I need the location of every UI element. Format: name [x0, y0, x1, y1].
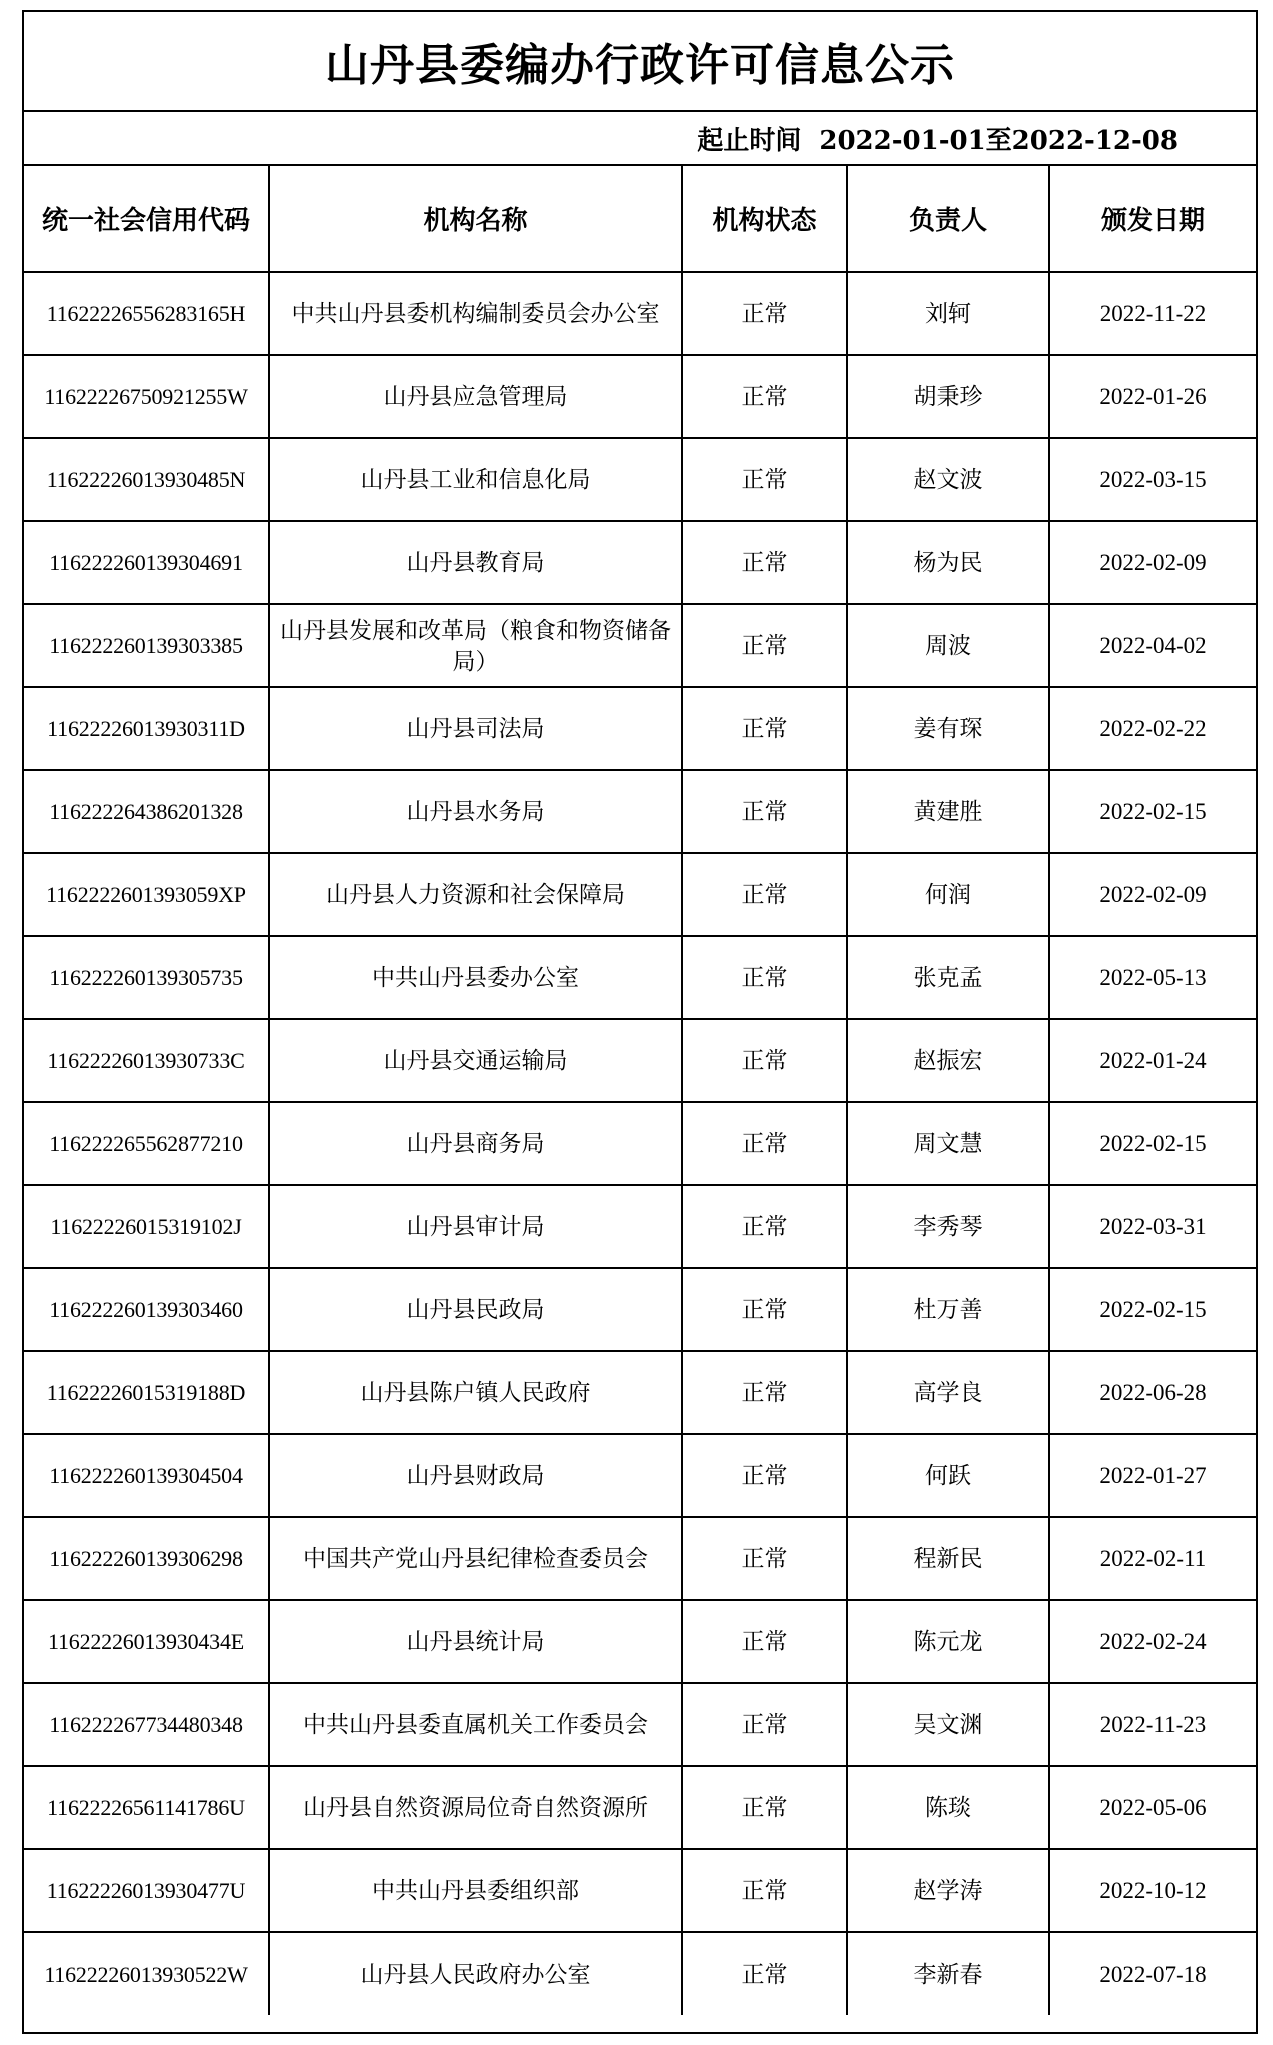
cell-credit-code: 116222264386201328 — [24, 770, 269, 853]
cell-issue-date: 2022-02-09 — [1049, 853, 1256, 936]
table-header-row — [24, 166, 1256, 272]
table-row — [24, 1517, 1256, 1600]
cell-credit-code: 11622226013930485N — [24, 438, 269, 521]
cell-org-name: 山丹县民政局 — [269, 1268, 682, 1351]
table-row — [24, 604, 1256, 687]
cell-org-name: 山丹县商务局 — [269, 1102, 682, 1185]
table-row — [24, 1849, 1256, 1932]
header-person-in-charge: 负责人 — [847, 166, 1049, 272]
cell-issue-date: 2022-04-02 — [1049, 604, 1256, 687]
cell-person-in-charge: 周文慧 — [847, 1102, 1049, 1185]
cell-issue-date: 2022-02-15 — [1049, 1102, 1256, 1185]
cell-credit-code: 116222267734480348 — [24, 1683, 269, 1766]
cell-issue-date: 2022-05-13 — [1049, 936, 1256, 1019]
cell-issue-date: 2022-02-15 — [1049, 1268, 1256, 1351]
cell-issue-date: 2022-01-26 — [1049, 355, 1256, 438]
cell-org-name: 山丹县水务局 — [269, 770, 682, 853]
cell-person-in-charge: 胡秉珍 — [847, 355, 1049, 438]
cell-org-name: 山丹县发展和改革局（粮食和物资储备局） — [269, 604, 682, 687]
disclosure-sheet — [22, 10, 1258, 2034]
cell-person-in-charge: 吴文渊 — [847, 1683, 1049, 1766]
cell-issue-date: 2022-02-11 — [1049, 1517, 1256, 1600]
header-credit-code: 统一社会信用代码 — [24, 166, 269, 272]
cell-org-name: 山丹县教育局 — [269, 521, 682, 604]
cell-org-status: 正常 — [682, 1849, 847, 1932]
cell-org-name: 山丹县人力资源和社会保障局 — [269, 853, 682, 936]
page-title: 山丹县委编办行政许可信息公示 — [24, 12, 1256, 112]
cell-credit-code: 116222265562877210 — [24, 1102, 269, 1185]
header-issue-date: 颁发日期 — [1049, 166, 1256, 272]
cell-issue-date: 2022-01-24 — [1049, 1019, 1256, 1102]
table-row — [24, 1683, 1256, 1766]
table-row — [24, 1434, 1256, 1517]
cell-credit-code: 11622226013930522W — [24, 1932, 269, 2015]
cell-person-in-charge: 刘轲 — [847, 272, 1049, 355]
cell-issue-date: 2022-11-23 — [1049, 1683, 1256, 1766]
cell-org-name: 山丹县交通运输局 — [269, 1019, 682, 1102]
cell-org-status: 正常 — [682, 687, 847, 770]
cell-org-status: 正常 — [682, 355, 847, 438]
cell-issue-date: 2022-03-15 — [1049, 438, 1256, 521]
cell-credit-code: 116222260139304691 — [24, 521, 269, 604]
cell-org-name: 山丹县人民政府办公室 — [269, 1932, 682, 2015]
cell-credit-code: 116222260139303460 — [24, 1268, 269, 1351]
table-row — [24, 853, 1256, 936]
header-org-name: 机构名称 — [269, 166, 682, 272]
table-row — [24, 687, 1256, 770]
cell-org-status: 正常 — [682, 1766, 847, 1849]
cell-issue-date: 2022-02-15 — [1049, 770, 1256, 853]
cell-org-status: 正常 — [682, 1600, 847, 1683]
cell-org-status: 正常 — [682, 1102, 847, 1185]
cell-issue-date: 2022-03-31 — [1049, 1185, 1256, 1268]
cell-credit-code: 11622226013930477U — [24, 1849, 269, 1932]
cell-person-in-charge: 李秀琴 — [847, 1185, 1049, 1268]
table-row — [24, 1185, 1256, 1268]
cell-person-in-charge: 杨为民 — [847, 521, 1049, 604]
cell-org-status: 正常 — [682, 1932, 847, 2015]
cell-org-status: 正常 — [682, 936, 847, 1019]
cell-org-status: 正常 — [682, 853, 847, 936]
cell-credit-code: 11622226013930311D — [24, 687, 269, 770]
cell-issue-date: 2022-07-18 — [1049, 1932, 1256, 2015]
cell-org-name: 山丹县司法局 — [269, 687, 682, 770]
table-row — [24, 1268, 1256, 1351]
cell-org-name: 山丹县统计局 — [269, 1600, 682, 1683]
table-row — [24, 272, 1256, 355]
cell-org-status: 正常 — [682, 1185, 847, 1268]
cell-issue-date: 2022-01-27 — [1049, 1434, 1256, 1517]
cell-issue-date: 2022-06-28 — [1049, 1351, 1256, 1434]
table-row — [24, 355, 1256, 438]
cell-issue-date: 2022-10-12 — [1049, 1849, 1256, 1932]
cell-person-in-charge: 杜万善 — [847, 1268, 1049, 1351]
cell-credit-code: 11622226015319102J — [24, 1185, 269, 1268]
cell-credit-code: 11622226750921255W — [24, 355, 269, 438]
cell-person-in-charge: 何跃 — [847, 1434, 1049, 1517]
cell-org-status: 正常 — [682, 604, 847, 687]
cell-org-name: 山丹县陈户镇人民政府 — [269, 1351, 682, 1434]
cell-credit-code: 11622226561141786U — [24, 1766, 269, 1849]
date-range-label: 起止时间 — [697, 125, 802, 156]
cell-org-status: 正常 — [682, 272, 847, 355]
table-row — [24, 1351, 1256, 1434]
cell-issue-date: 2022-05-06 — [1049, 1766, 1256, 1849]
cell-credit-code: 11622226013930733C — [24, 1019, 269, 1102]
table-row — [24, 1102, 1256, 1185]
table-row — [24, 770, 1256, 853]
cell-person-in-charge: 高学良 — [847, 1351, 1049, 1434]
cell-credit-code: 1162222601393059XP — [24, 853, 269, 936]
cell-org-name: 中共山丹县委办公室 — [269, 936, 682, 1019]
cell-issue-date: 2022-02-09 — [1049, 521, 1256, 604]
date-range-value: 2022-01-01至2022-12-08 — [819, 125, 1178, 156]
table-row — [24, 1019, 1256, 1102]
cell-issue-date: 2022-02-24 — [1049, 1600, 1256, 1683]
date-range — [24, 112, 1256, 166]
table-row — [24, 936, 1256, 1019]
cell-org-status: 正常 — [682, 1351, 847, 1434]
header-org-status: 机构状态 — [682, 166, 847, 272]
cell-person-in-charge: 陈琰 — [847, 1766, 1049, 1849]
cell-person-in-charge: 赵文波 — [847, 438, 1049, 521]
cell-org-status: 正常 — [682, 1517, 847, 1600]
cell-person-in-charge: 何润 — [847, 853, 1049, 936]
cell-credit-code: 11622226556283165H — [24, 272, 269, 355]
table-row — [24, 1600, 1256, 1683]
table-row — [24, 1766, 1256, 1849]
license-table — [24, 166, 1256, 2015]
cell-credit-code: 11622226013930434E — [24, 1600, 269, 1683]
cell-issue-date: 2022-02-22 — [1049, 687, 1256, 770]
cell-org-status: 正常 — [682, 1683, 847, 1766]
cell-person-in-charge: 李新春 — [847, 1932, 1049, 2015]
cell-org-name: 中共山丹县委直属机关工作委员会 — [269, 1683, 682, 1766]
cell-org-status: 正常 — [682, 1434, 847, 1517]
cell-org-name: 山丹县应急管理局 — [269, 355, 682, 438]
cell-issue-date: 2022-11-22 — [1049, 272, 1256, 355]
cell-org-status: 正常 — [682, 1019, 847, 1102]
cell-org-name: 山丹县工业和信息化局 — [269, 438, 682, 521]
cell-person-in-charge: 周波 — [847, 604, 1049, 687]
cell-person-in-charge: 黄建胜 — [847, 770, 1049, 853]
cell-person-in-charge: 赵学涛 — [847, 1849, 1049, 1932]
cell-credit-code: 11622226015319188D — [24, 1351, 269, 1434]
table-row — [24, 1932, 1256, 2015]
cell-org-status: 正常 — [682, 521, 847, 604]
cell-org-name: 山丹县自然资源局位奇自然资源所 — [269, 1766, 682, 1849]
cell-org-name: 中共山丹县委机构编制委员会办公室 — [269, 272, 682, 355]
table-row — [24, 438, 1256, 521]
cell-credit-code: 116222260139304504 — [24, 1434, 269, 1517]
cell-org-name: 中共山丹县委组织部 — [269, 1849, 682, 1932]
cell-org-status: 正常 — [682, 438, 847, 521]
cell-org-status: 正常 — [682, 1268, 847, 1351]
cell-person-in-charge: 姜有琛 — [847, 687, 1049, 770]
table-row — [24, 521, 1256, 604]
cell-person-in-charge: 张克孟 — [847, 936, 1049, 1019]
cell-credit-code: 116222260139305735 — [24, 936, 269, 1019]
cell-org-name: 山丹县财政局 — [269, 1434, 682, 1517]
cell-person-in-charge: 赵振宏 — [847, 1019, 1049, 1102]
cell-credit-code: 116222260139306298 — [24, 1517, 269, 1600]
cell-credit-code: 116222260139303385 — [24, 604, 269, 687]
cell-org-status: 正常 — [682, 770, 847, 853]
cell-person-in-charge: 程新民 — [847, 1517, 1049, 1600]
cell-org-name: 山丹县审计局 — [269, 1185, 682, 1268]
cell-org-name: 中国共产党山丹县纪律检查委员会 — [269, 1517, 682, 1600]
cell-person-in-charge: 陈元龙 — [847, 1600, 1049, 1683]
